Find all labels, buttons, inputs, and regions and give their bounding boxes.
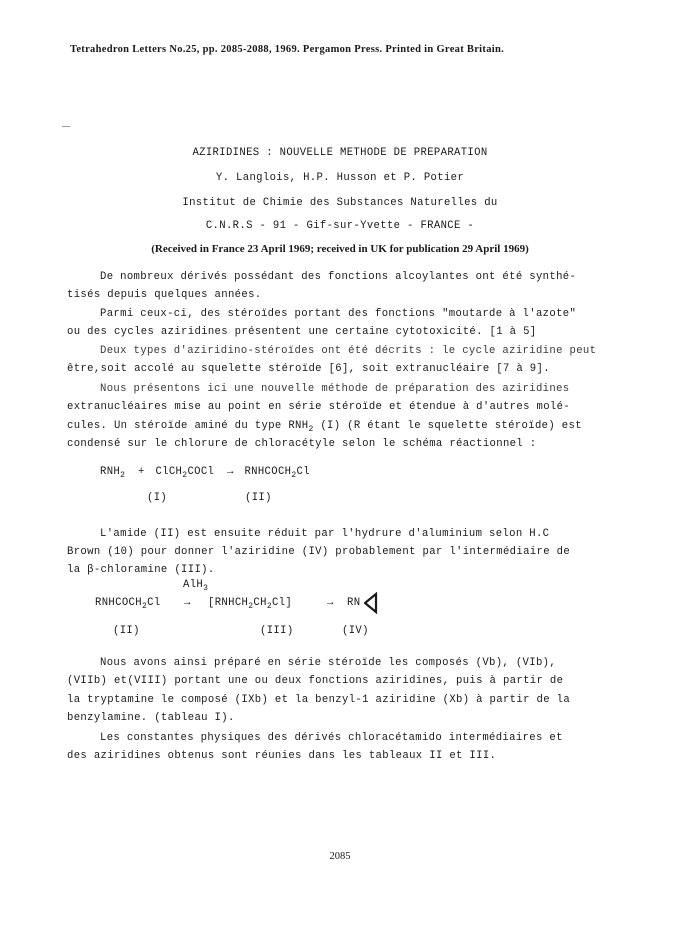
- reagent-label: AlH$_3$: [183, 579, 209, 593]
- body-line: Parmi ceux-ci, des stéroïdes portant des fonctions "moutarde à l'azote": [100, 308, 577, 320]
- reaction-arrow: →: [184, 597, 191, 609]
- body-line: De nombreux dérivés possédant des fonctions alcoylantes ont été synthé-: [100, 271, 577, 283]
- body-line: (VIIb) et(VIII) portant une ou deux fonctions aziridines, puis à partir de: [67, 675, 564, 687]
- body-line: être,soit accolé au squelette stéroïde [6], soit extranucléaire [7 à 9].: [67, 363, 550, 375]
- scheme-compound-II: $RNHCOCH_2Cl$: [95, 597, 161, 611]
- paper-title: AZIRIDINES : NOUVELLE METHODE DE PREPARATION: [192, 147, 488, 159]
- body-line: la tryptamine le composé (IXb) et la benzyl-1 aziridine (Xb) à partir de la: [67, 694, 571, 706]
- reaction-arrow: →: [327, 597, 334, 609]
- reaction-scheme-1: $RNH_2$ + ClCH$_2$COCl → $RNHCOCH_2Cl$: [100, 466, 310, 480]
- compound-label: (II): [245, 492, 272, 504]
- body-line: tisés depuis quelques années.: [67, 289, 262, 301]
- body-line: Brown (10) pour donner l'aziridine (IV) probablement par l'intermédiaire de: [67, 546, 571, 558]
- body-line: cules. Un stéroïde aminé du type $RNH_2$ (I) (R étant le squelette stéroïde) est: [67, 420, 582, 434]
- aziridine-ring-icon: [364, 592, 378, 614]
- margin-mark: [62, 126, 70, 127]
- body-line: condensé sur le chlorure de chloracétyle selon le schéma réactionnel :: [67, 438, 537, 450]
- compound-label: (II): [113, 625, 140, 637]
- body-line: Les constantes physiques des dérivés chloracétamido intermédiaires et: [100, 732, 563, 744]
- body-line: des aziridines obtenus sont réunies dans les tableaux II et III.: [67, 750, 497, 762]
- body-line: L'amide (II) est ensuite réduit par l'hydrure d'aluminium selon H.C: [100, 528, 550, 540]
- compound-label: (IV): [342, 625, 369, 637]
- reaction-arrow: →: [227, 466, 234, 478]
- body-line: Nous avons ainsi préparé en série stéroïde les composés (Vb), (VIb),: [100, 657, 557, 669]
- body-line: la β-chloramine (III).: [67, 564, 215, 576]
- body-line: benzylamine. (tableau I).: [67, 712, 235, 724]
- body-line: extranucléaires mise au point en série stéroïde et étendue à d'autres molé-: [67, 401, 571, 413]
- compound-label: (I): [147, 492, 168, 504]
- scheme-compound-IV: RN: [347, 597, 361, 609]
- body-line: Deux types d'aziridino-stéroïdes ont été décrits : le cycle aziridine peut: [100, 345, 597, 357]
- body-line: ou des cycles aziridines présentent une certaine cytotoxicité. [1 à 5]: [67, 326, 537, 338]
- received-line: (Received in France 23 April 1969; received in UK for publication 29 April 1969): [151, 243, 529, 255]
- compound-label: (III): [260, 625, 294, 637]
- paper-authors: Y. Langlois, H.P. Husson et P. Potier: [215, 172, 465, 184]
- institute-line: Institut de Chimie des Substances Naturelles du: [182, 197, 498, 209]
- body-line: Nous présentons ici une nouvelle méthode de préparation des aziridines: [100, 383, 570, 395]
- page-number: 2085: [329, 851, 351, 862]
- journal-header: Tetrahedron Letters No.25, pp. 2085-2088, 1969. Pergamon Press. Printed in Great Britain.: [70, 44, 505, 55]
- address-line: C.N.R.S - 91 - Gif-sur-Yvette - FRANCE -: [205, 220, 475, 232]
- scheme-compound-III: $[RNHCH_2CH_2Cl]$: [208, 597, 293, 611]
